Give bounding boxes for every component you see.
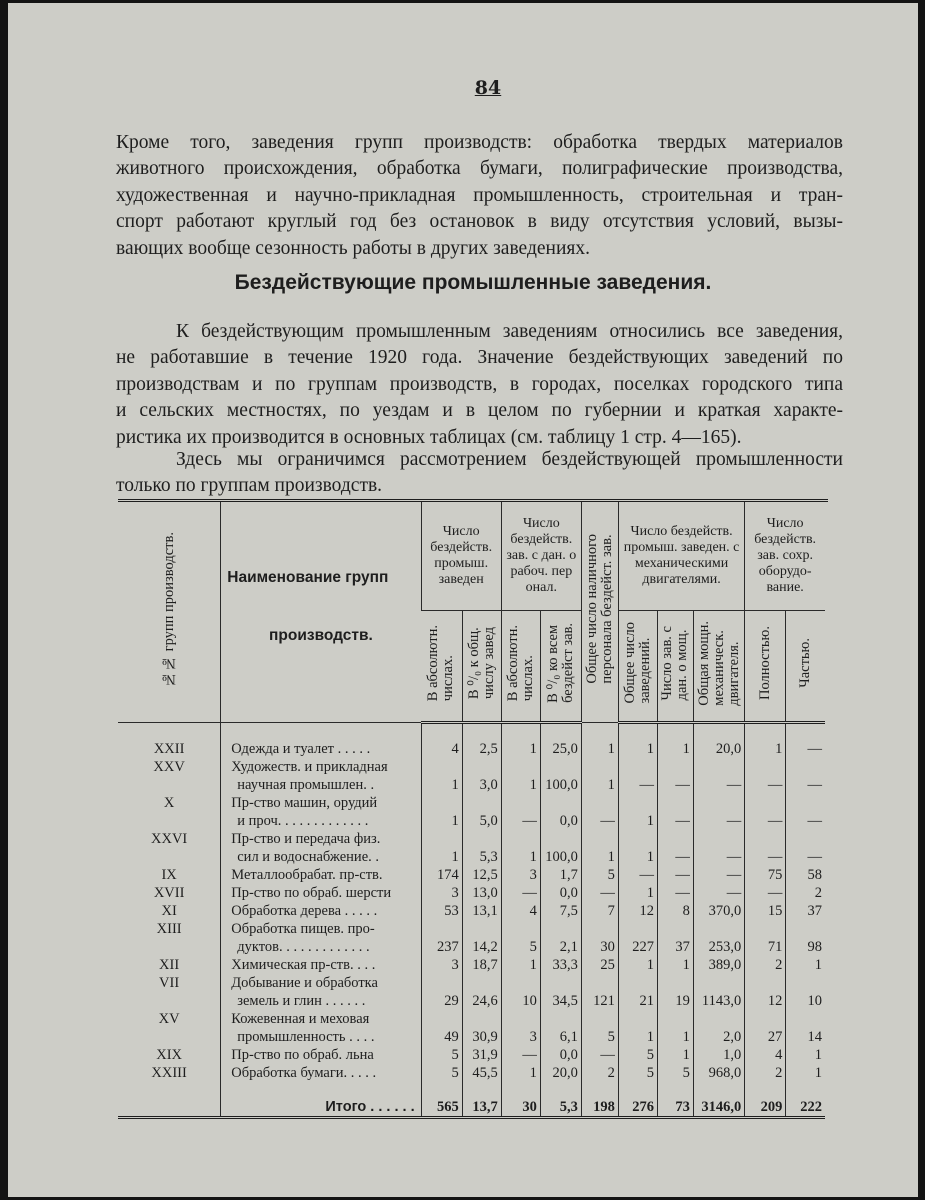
para1-line: художественная и научно-прикладная промышленность, строительная и тран- [116,184,843,206]
group-name-line: Пр-ство и передача физ. [231,830,381,847]
value-cell: 30,9 [462,1010,501,1046]
spacer-cell [421,722,462,740]
value-cell: — [501,884,540,902]
value-cell: 1 [421,830,462,866]
spacer-cell [540,722,581,740]
document-page [8,3,918,1197]
subheader-fully: Полностью. [745,610,786,722]
value-cell: 30 [581,920,618,956]
value-cell: 37 [657,920,693,956]
group-name-cell [221,920,421,956]
value-cell: 1 [501,758,540,794]
group-number-cell: XV [158,1010,180,1027]
value-cell: 13,0 [462,884,501,902]
value-cell: 1 [618,1010,657,1046]
value-cell: 4 [421,740,462,758]
group-number-cell: XI [161,902,177,919]
group-name-line: Пр-ство по обраб. льна [231,1046,374,1063]
value-cell: 7,5 [540,902,581,920]
value-cell: 5 [657,1064,693,1082]
value-cell: 53 [421,902,462,920]
header-idle-count: Число бездейств. промыш. заведен [421,502,501,610]
value-cell: 27 [745,1010,786,1046]
group-name-cell [221,902,421,920]
group-name-line: Добывание и обработка [231,974,378,991]
group-name-cell [221,866,421,884]
spacer-cell [657,722,693,740]
value-cell: 1,7 [540,866,581,884]
value-cell: 1 [421,758,462,794]
spacer-cell [462,722,501,740]
paragraph-3 [116,447,843,500]
value-cell: 1 [581,758,618,794]
group-name-line: Обработка бумаги. . . . . [231,1064,377,1081]
value-cell: 2,5 [462,740,501,758]
value-cell: — [745,758,786,794]
group-name-cell [221,1064,421,1082]
para1-line: животного происхождения, обработка бумаги, полиграфические производства, [116,158,843,180]
value-cell: 58 [786,866,825,884]
group-name-line: земель и глин . . . . . . [237,992,366,1009]
para3-line: Здесь мы ограничимся рассмотрением бездействующей промышленности [176,449,843,470]
paragraph-2 [116,319,843,451]
value-cell: — [786,830,825,866]
value-cell: 1 [618,956,657,974]
value-cell: — [786,794,825,830]
value-cell: 1 [581,830,618,866]
group-name-line: промышленность . . . . [237,1028,375,1045]
subheader-absolute: В абсолютн. числах. [421,610,462,722]
table-row [118,866,825,884]
value-cell: — [501,794,540,830]
value-cell: 49 [421,1010,462,1046]
value-cell: 370,0 [693,902,744,920]
table-row [118,884,825,902]
value-cell: 20,0 [540,1064,581,1082]
value-cell: 29 [421,974,462,1010]
value-cell: 1 [786,1046,825,1064]
value-cell: 2 [786,884,825,902]
total-value-cell: 30 [501,1082,540,1116]
group-name-line: и проч. . . . . . . . . . . . . [237,812,369,829]
table-row [118,740,825,758]
value-cell: 3 [421,956,462,974]
value-cell: 1 [501,1064,540,1082]
value-cell: 15 [745,902,786,920]
value-cell: 37 [786,902,825,920]
group-number-cell: XIII [156,920,182,937]
value-cell: — [693,866,744,884]
spacer-cell [501,722,540,740]
group-name-line: Химическая пр-ств. . . . [231,956,376,973]
value-cell: 1 [618,740,657,758]
group-name-line: Художеств. и прикладная [231,758,388,775]
value-cell: 20,0 [693,740,744,758]
value-cell: 6,1 [540,1010,581,1046]
value-cell: 98 [786,920,825,956]
group-number-cell: XII [159,956,180,973]
paragraph-1 [116,130,843,262]
value-cell: — [618,758,657,794]
group-name-cell [221,758,421,794]
value-cell: 7 [581,902,618,920]
value-cell: 1 [657,740,693,758]
para2-line: производствам и по группам производств, в городах, поселках городского типа [116,373,843,395]
table-row [118,956,825,974]
spacer-cell [745,722,786,740]
subheader-total-count: Общее число заведений. [618,610,657,722]
value-cell: 1 [581,740,618,758]
value-cell: 12,5 [462,866,501,884]
value-cell: — [745,794,786,830]
header-group-number: №№ групп производств. [118,502,221,722]
value-cell: 4 [501,902,540,920]
value-cell: 1 [501,956,540,974]
spacer-cell [581,722,618,740]
value-cell: 1 [786,956,825,974]
table-row [118,758,825,794]
subheader-absolute-2: В абсолютн. числах. [501,610,540,722]
total-label: Итого . . . . . . [221,1082,421,1116]
group-name-line: Металлообрабат. пр-ств. [231,866,383,883]
value-cell: 174 [421,866,462,884]
value-cell: 1 [618,830,657,866]
header-mechanical: Число бездейств. промыш. заведен. с механическими двигателями. [618,502,744,610]
group-number-cell: XIX [156,1046,183,1063]
table-row [118,974,825,1010]
group-name-line: Обработка пищев. про- [231,920,375,937]
value-cell: 2 [581,1064,618,1082]
spacer-cell [618,722,657,740]
para1-line: спорт работают круглый год без остановок в виду отсутствия условий, вызы- [116,211,843,233]
value-cell: 0,0 [540,1046,581,1064]
group-name-line: научная промышлен. . [237,776,375,793]
subheader-partly: Частью. [786,610,825,722]
header-name-line2: производств. [269,626,373,644]
value-cell: 33,3 [540,956,581,974]
value-cell: 5 [618,1046,657,1064]
value-cell: 5,0 [462,794,501,830]
spacer-cell [118,722,221,740]
spacer-row [118,722,825,740]
value-cell: — [657,866,693,884]
value-cell: 8 [657,902,693,920]
group-name-cell [221,884,421,902]
group-name-cell [221,1046,421,1064]
spacer-cell [221,722,421,740]
value-cell: — [581,794,618,830]
value-cell: 1 [501,830,540,866]
value-cell: — [581,884,618,902]
group-name-line: Одежда и туалет . . . . . [231,740,371,757]
table-row [118,920,825,956]
value-cell: 0,0 [540,884,581,902]
para2-line: не работавшие в течение 1920 года. Значение бездействующих заведений по [116,347,843,369]
section-heading: Бездействующие промышленные заведения. [234,271,712,294]
value-cell: 3 [501,1010,540,1046]
value-cell: 2,0 [693,1010,744,1046]
value-cell: 4 [745,1046,786,1064]
group-name-cell [221,1010,421,1046]
value-cell: — [581,1046,618,1064]
value-cell: 1 [657,956,693,974]
group-number-cell: XXV [153,758,185,775]
value-cell: — [693,758,744,794]
value-cell: 1 [786,1064,825,1082]
para1-line: Кроме того, заведения групп производств: обработка твердых материалов [116,132,843,153]
group-number-cell: IX [161,866,177,883]
group-name-line: Пр-ство машин, орудий [231,794,378,811]
group-name-line: Обработка дерева . . . . . [231,902,378,919]
value-cell: 121 [581,974,618,1010]
value-cell: 14 [786,1010,825,1046]
para2-line: ристика их производится в основных таблицах (см. таблицу 1 стр. 4—165). [116,426,742,448]
page-number: 84 [474,77,502,99]
value-cell: 5 [618,1064,657,1082]
value-cell: — [657,830,693,866]
value-cell: 75 [745,866,786,884]
value-cell: 1 [618,794,657,830]
header-total-staff: Общее число наличного персонала бездейст. зав. [581,502,618,722]
group-name-cell [221,974,421,1010]
value-cell: 1 [657,1046,693,1064]
value-cell: 1,0 [693,1046,744,1064]
total-empty-cell [118,1082,221,1116]
value-cell: 253,0 [693,920,744,956]
value-cell: — [745,830,786,866]
value-cell: 34,5 [540,974,581,1010]
table-bottom-rule [118,1116,825,1119]
value-cell: — [693,794,744,830]
value-cell: 18,7 [462,956,501,974]
value-cell: 1 [501,740,540,758]
value-cell: 12 [618,902,657,920]
subheader-percent-idle: В ⁰/₀ ко всем бездейст зав. [540,610,581,722]
value-cell: — [693,830,744,866]
total-value-cell: 3146,0 [693,1082,744,1116]
subheader-percent-total: В ⁰/₀ к общ. числу завед [462,610,501,722]
table-body [118,722,825,1116]
value-cell: 13,1 [462,902,501,920]
value-cell: 71 [745,920,786,956]
value-cell: 2 [745,1064,786,1082]
value-cell: 25 [581,956,618,974]
group-name-line: дуктов. . . . . . . . . . . . . [237,938,370,955]
value-cell: — [501,1046,540,1064]
value-cell: 2 [745,956,786,974]
value-cell: 1 [657,1010,693,1046]
value-cell: — [657,884,693,902]
table-row [118,1010,825,1046]
para2-line: и сельских местностях, по уездам и в целом по губернии и краткая характе- [116,400,843,422]
group-name-cell [221,794,421,830]
group-name-cell [221,956,421,974]
value-cell: — [693,884,744,902]
para3-line: только по группам производств. [116,475,383,497]
value-cell: 3 [421,884,462,902]
value-cell: 31,9 [462,1046,501,1064]
spacer-cell [786,722,825,740]
total-value-cell: 73 [657,1082,693,1116]
value-cell: 19 [657,974,693,1010]
value-cell: 1 [745,740,786,758]
value-cell: 3 [501,866,540,884]
value-cell: — [786,740,825,758]
table-row [118,1046,825,1064]
header-equipment: Число бездейств. зав. сохр. оборудо- вание. [745,502,825,610]
total-value-cell: 222 [786,1082,825,1116]
group-number-cell: XXII [153,740,185,757]
table-row [118,1064,825,1082]
statistics-table [118,499,828,1119]
value-cell: 14,2 [462,920,501,956]
total-value-cell: 209 [745,1082,786,1116]
value-cell: 968,0 [693,1064,744,1082]
subheader-with-power-data: Число зав. с дан. о мощ. [657,610,693,722]
value-cell: 389,0 [693,956,744,974]
value-cell: 24,6 [462,974,501,1010]
table-row [118,794,825,830]
group-name-line: сил и водоснабжение. . [237,848,380,865]
value-cell: — [618,866,657,884]
value-cell: — [786,758,825,794]
total-value-cell: 13,7 [462,1082,501,1116]
group-number-cell: VII [159,974,180,991]
value-cell: 21 [618,974,657,1010]
value-cell: 100,0 [540,830,581,866]
total-value-cell: 5,3 [540,1082,581,1116]
group-number-cell: XXVI [151,830,188,847]
value-cell: — [745,884,786,902]
table-row [118,902,825,920]
total-value-cell: 198 [581,1082,618,1116]
value-cell: 10 [501,974,540,1010]
value-cell: 5 [421,1064,462,1082]
header-group-name [221,502,421,722]
total-value-cell: 565 [421,1082,462,1116]
value-cell: 10 [786,974,825,1010]
value-cell: 1143,0 [693,974,744,1010]
group-name-cell [221,740,421,758]
value-cell: 1 [421,794,462,830]
value-cell: — [657,794,693,830]
value-cell: 1 [618,884,657,902]
para1-line: вающих вообще сезонность работы в других заведениях. [116,237,590,259]
group-number-cell: XVII [153,884,185,901]
value-cell: 0,0 [540,794,581,830]
header-name-line1: Наименование групп [227,568,389,586]
subheader-total-power: Общая мощн. механическ. двигателя. [693,610,744,722]
spacer-cell [693,722,744,740]
value-cell: 5 [501,920,540,956]
value-cell: 5 [421,1046,462,1064]
total-row [118,1082,825,1116]
value-cell: 25,0 [540,740,581,758]
total-value-cell: 276 [618,1082,657,1116]
value-cell: 12 [745,974,786,1010]
value-cell: 227 [618,920,657,956]
group-number-cell: XXIII [151,1064,187,1081]
para2-line: К бездействующим промышленным заведениям относились все заведения, [176,321,843,342]
table-row [118,830,825,866]
value-cell: 100,0 [540,758,581,794]
value-cell: 5 [581,866,618,884]
header-idle-with-staff: Число бездейств. зав. с дан. о рабоч. пер онал. [501,502,581,610]
group-number-cell: X [163,794,175,811]
value-cell: 3,0 [462,758,501,794]
group-name-cell [221,830,421,866]
value-cell: 2,1 [540,920,581,956]
value-cell: 5 [581,1010,618,1046]
value-cell: 237 [421,920,462,956]
value-cell: 45,5 [462,1064,501,1082]
value-cell: 5,3 [462,830,501,866]
group-name-line: Пр-ство по обраб. шерсти [231,884,392,901]
group-name-line: Кожевенная и меховая [231,1010,370,1027]
value-cell: — [657,758,693,794]
